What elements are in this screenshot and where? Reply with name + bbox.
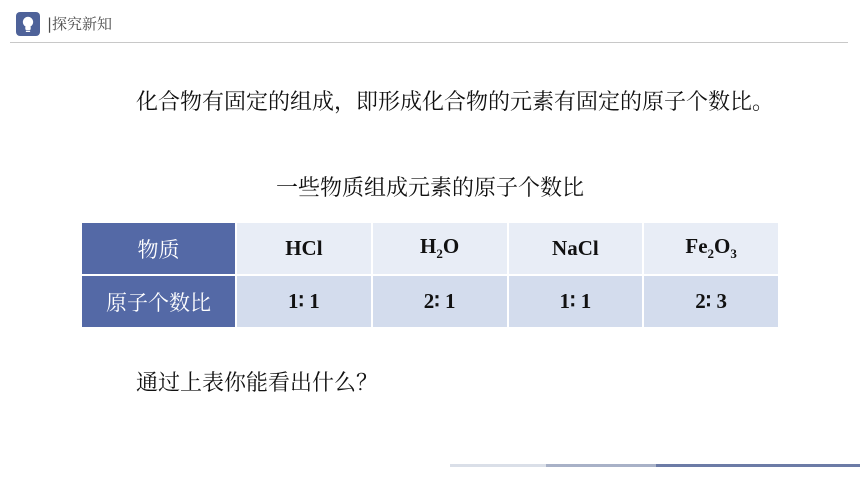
row-header-substance: 物质 — [81, 222, 236, 275]
row-header-ratio: 原子个数比 — [81, 275, 236, 328]
section-label: |探究新知 — [47, 15, 113, 33]
ratio-cell: 1∶ 1 — [508, 275, 644, 328]
decor-bar — [656, 464, 860, 467]
slide-header — [0, 0, 860, 44]
formula-cell: NaCl — [508, 222, 644, 275]
atom-ratio-table — [80, 221, 780, 329]
formula-cell-fe2o3: $Fe_2O_3$ — [643, 222, 779, 275]
ratio-cell: 2∶ 1 — [372, 275, 508, 328]
decor-bar — [546, 464, 656, 467]
table-row-substance — [81, 222, 779, 275]
formula-cell: HCl — [236, 222, 372, 275]
lightbulb-icon — [16, 12, 40, 36]
header-divider — [10, 42, 848, 43]
table-title: 一些物质组成元素的原子个数比 — [275, 176, 584, 201]
question-text: 通过上表你能看出什么？ — [136, 371, 379, 396]
decor-bar — [450, 464, 546, 467]
ratio-cell: 2∶ 3 — [643, 275, 779, 328]
intro-paragraph: 化合物有固定的组成，即形成化合物的元素有固定的原子个数比。 — [136, 90, 775, 115]
ratio-cell: 1∶ 1 — [236, 275, 372, 328]
formula-cell-h2o: $H_2O$ — [372, 222, 508, 275]
table-row-ratio — [81, 275, 779, 328]
